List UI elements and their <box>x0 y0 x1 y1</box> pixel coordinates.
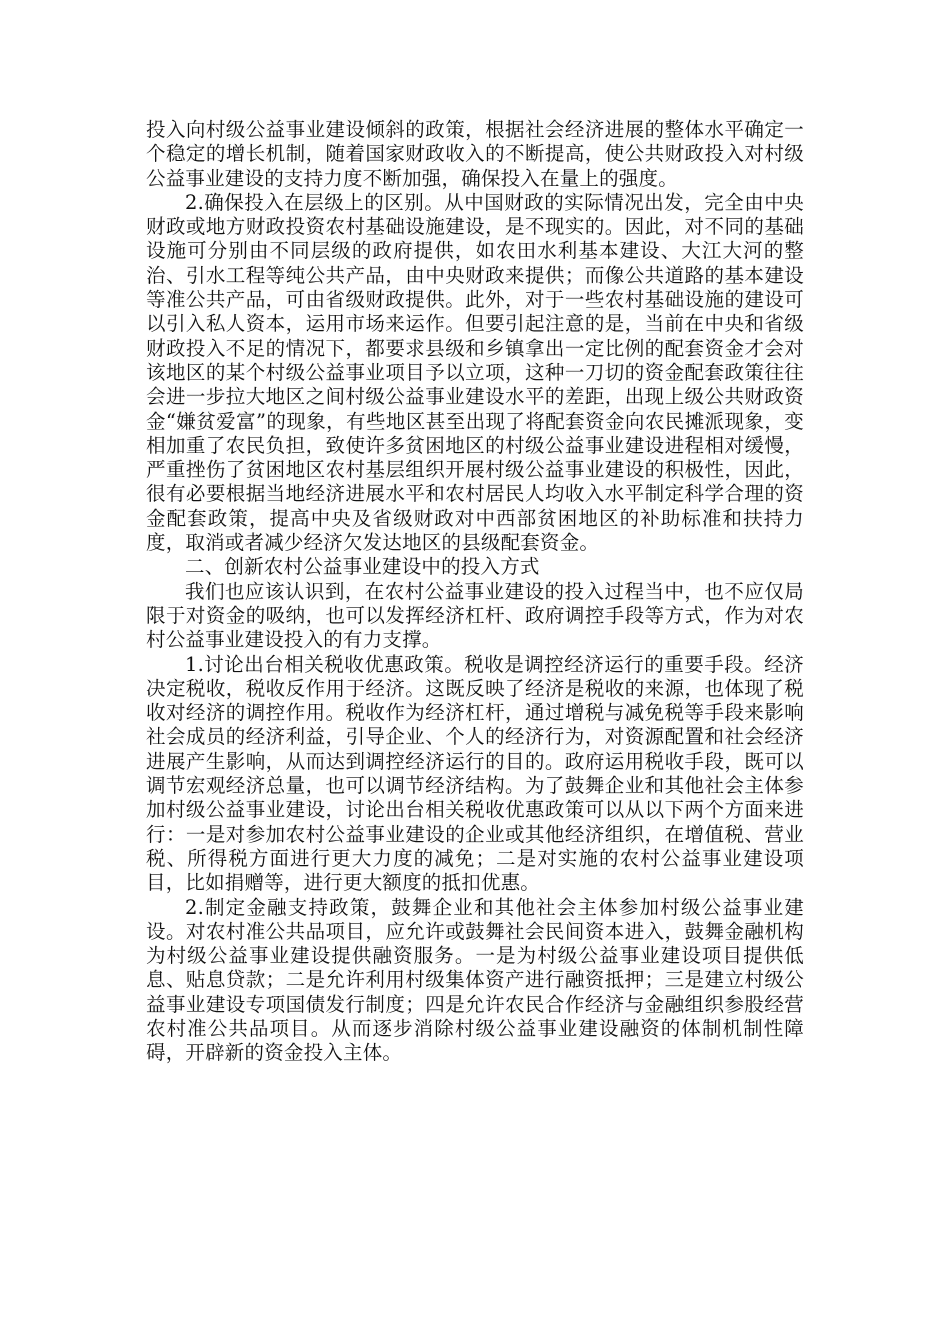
paragraph-1: 投入向村级公益事业建设倾斜的政策，根据社会经济进展的整体水平确定一个稳定的增长机制，随着国家财政收入的不断提高，使公共财政投入对村级公益事业建设的支持力度不断加强，确保投入在量上的强度。 <box>146 118 804 190</box>
document-body <box>146 118 804 1066</box>
paragraph-3: 我们也应该认识到，在农村公益事业建设的投入过程当中，也不应仅局限于对资金的吸纳，也可以发挥经济杠杆、政府调控手段等方式，作为对农村公益事业建设投入的有力支撑。 <box>146 579 804 652</box>
paragraph-4: 1.讨论出台相关税收优惠政策。税收是调控经济运行的重要手段。经济决定税收，税收反作用于经济。这既反映了经济是税收的来源，也体现了税收对经济的调控作用。税收作为经济杠杆，通过增税与减免税等手段来影响社会成员的经济利益，引导企业、个人的经济行为，对资源配置和社会经济进展产生影响，从而达到调控经济运行的目的。政府运用税收手段，既可以调节宏观经济总量，也可以调节经济结构。为了鼓舞企业和其他社会主体参加村级公益事业建设，讨论出台相关税收优惠政策可以从以下两个方面来进行：一是对参加农村公益事业建设的企业或其他经济组织，在增值税、营业税、所得税方面进行更大力度的减免；二是对实施的农村公益事业建设项目，比如捐赠等，进行更大额度的抵扣优惠。 <box>146 652 804 895</box>
section-heading: 二、创新农村公益事业建设中的投入方式 <box>185 555 540 579</box>
paragraph-5: 2.制定金融支持政策，鼓舞企业和其他社会主体参加村级公益事业建设。对农村准公共品项目，应允许或鼓舞社会民间资本进入，鼓舞金融机构为村级公益事业建设提供融资服务。一是为村级公益事业建设项目提供低息、贴息贷款；二是允许利用村级集体资产进行融资抵押；三是建立村级公益事业建设专项国债发行制度；四是允许农民合作经济与金融组织参股经营农村准公共品项目。从而逐步消除村级公益事业建设融资的体制机制性障碍，开辟新的资金投入主体。 <box>146 895 804 1065</box>
paragraph-2: 2.确保投入在层级上的区别。从中国财政的实际情况出发，完全由中央财政或地方财政投资农村基础设施建设，是不现实的。因此，对不同的基础设施可分别由不同层级的政府提供，如农田水利基本建设、大江大河的整治、引水工程等纯公共产品，由中央财政来提供；而像公共道路的基本建设等准公共产品，可由省级财政提供。此外，对于一些农村基础设施的建设可以引入私人资本，运用市场来运作。但要引起注意的是，当前在中央和省级财政投入不足的情况下，都要求县级和乡镇拿出一定比例的配套资金才会对该地区的某个村级公益事业项目予以立项，这种一刀切的资金配套政策往往会进一步拉大地区之间村级公益事业建设水平的差距，出现上级公共财政资金“嫌贫爱富”的现象，有些地区甚至出现了将配套资金向农民摊派现象，变相加重了农民负担，致使许多贫困地区的村级公益事业建设进程相对缓慢，严重挫伤了贫困地区农村基层组织开展村级公益事业建设的积极性，因此，很有必要根据当地经济进展水平和农村居民人均收入水平制定科学合理的资金配套政策，提高中央及省级财政对中西部贫困地区的补助标准和扶持力度，取消或者减少经济欠发达地区的县级配套资金。 <box>146 190 804 555</box>
